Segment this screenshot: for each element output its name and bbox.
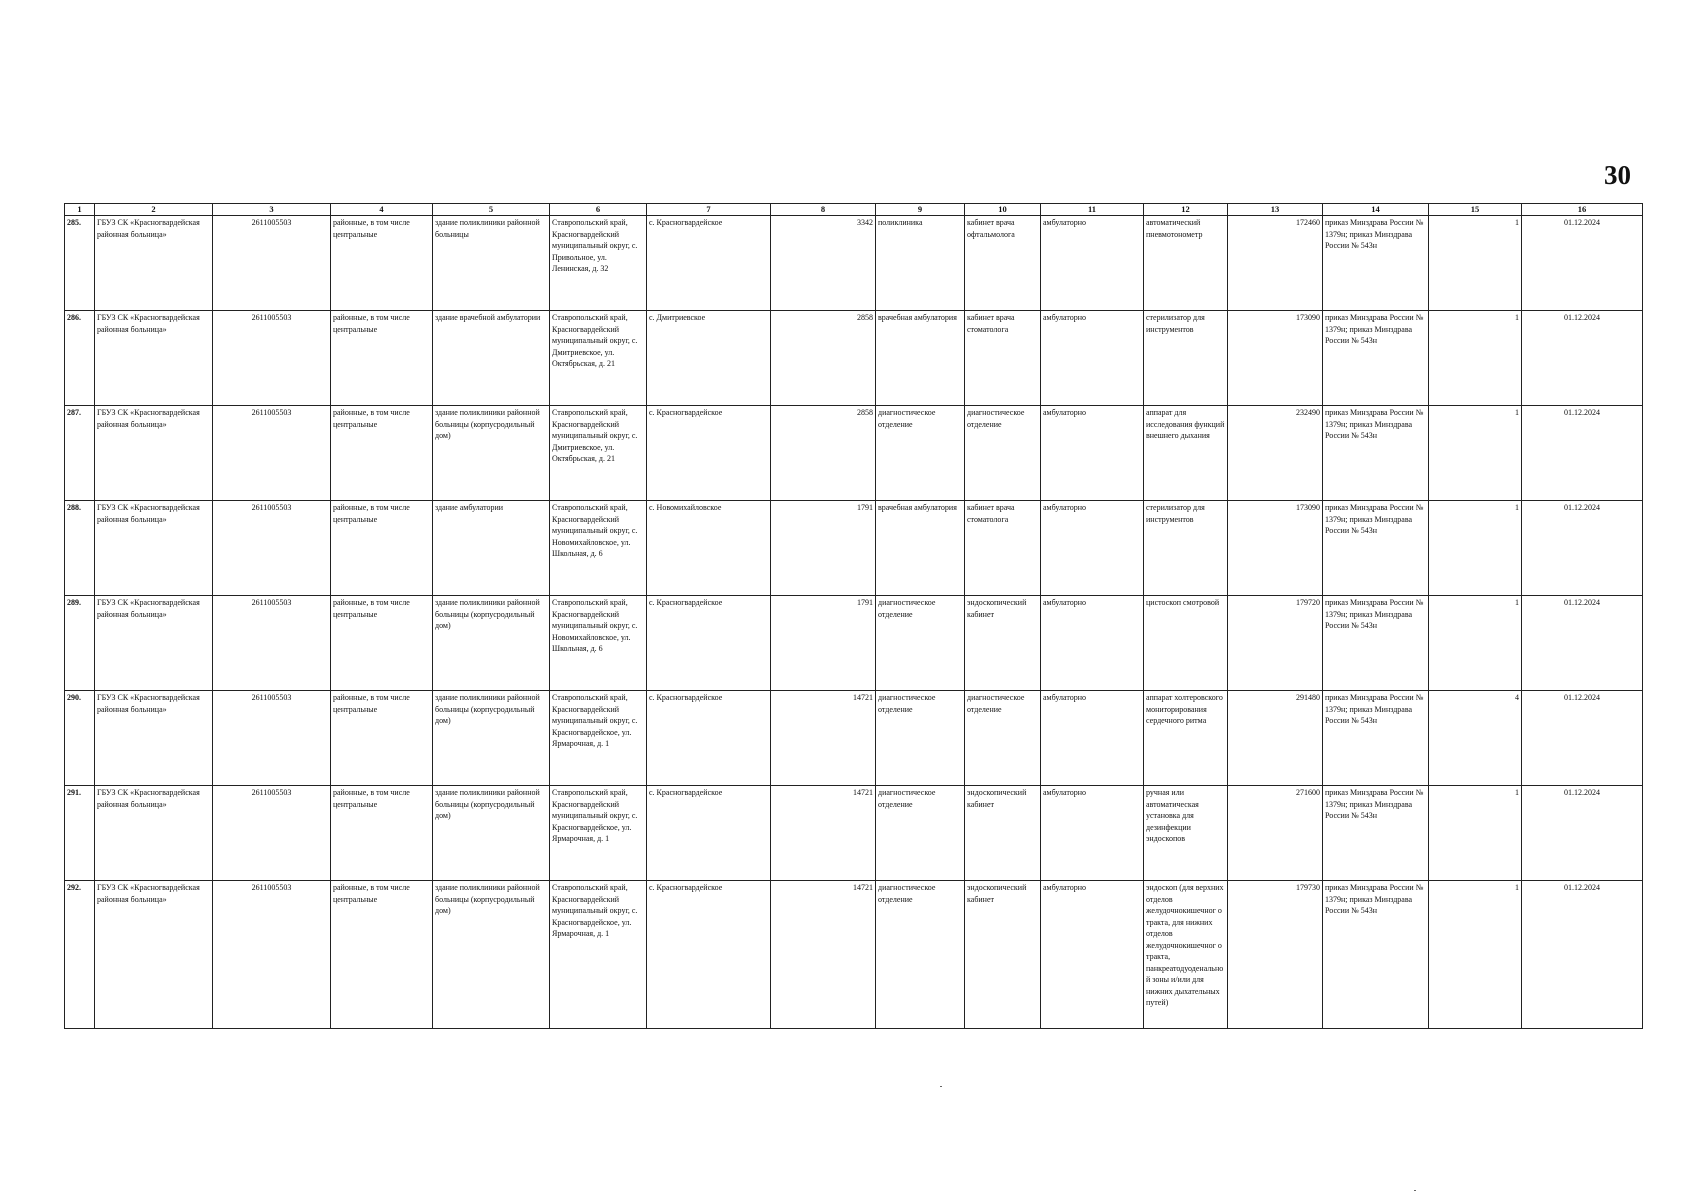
- column-header: 10: [965, 204, 1041, 216]
- equipment: цистоскоп смотровой: [1144, 596, 1228, 691]
- order: приказ Минздрава России № 1379н; приказ Минздрава России № 543н: [1323, 786, 1429, 881]
- quantity: 1: [1429, 786, 1522, 881]
- organization-name: ГБУЗ СК «Красногвардейская районная больница»: [95, 786, 213, 881]
- date: 01.12.2024: [1522, 406, 1643, 501]
- inn: 2611005503: [213, 786, 331, 881]
- table-row: [65, 406, 1643, 501]
- column-header: 13: [1228, 204, 1323, 216]
- order: приказ Минздрава России № 1379н; приказ Минздрава России № 543н: [1323, 501, 1429, 596]
- order: приказ Минздрава России № 1379н; приказ Минздрава России № 543н: [1323, 596, 1429, 691]
- address: Ставропольский край, Красногвардейский муниципальный округ, с. Дмитриевское, ул. Октябрьская, д. 21: [550, 311, 647, 406]
- column-header: 5: [433, 204, 550, 216]
- table-row: [65, 311, 1643, 406]
- unit: поликлиника: [876, 216, 965, 311]
- population: 14721: [771, 881, 876, 1029]
- care-form: амбулаторно: [1041, 311, 1144, 406]
- row-number: 290.: [65, 691, 95, 786]
- care-form: амбулаторно: [1041, 406, 1144, 501]
- equipment: аппарат для исследования функций внешнего дыхания: [1144, 406, 1228, 501]
- row-number: 286.: [65, 311, 95, 406]
- column-header: 1: [65, 204, 95, 216]
- building: здание поликлиники районной больницы (корпусродильный дом): [433, 881, 550, 1029]
- organization-name: ГБУЗ СК «Красногвардейская районная больница»: [95, 501, 213, 596]
- organization-name: ГБУЗ СК «Красногвардейская районная больница»: [95, 311, 213, 406]
- order: приказ Минздрава России № 1379н; приказ Минздрава России № 543н: [1323, 881, 1429, 1029]
- building: здание поликлиники районной больницы (корпусродильный дом): [433, 596, 550, 691]
- settlement: с. Красногвардейское: [647, 596, 771, 691]
- population: 3342: [771, 216, 876, 311]
- quantity: 1: [1429, 596, 1522, 691]
- table-row: [65, 881, 1643, 1029]
- scan-speck: [940, 1086, 942, 1087]
- organization-name: ГБУЗ СК «Красногвардейская районная больница»: [95, 881, 213, 1029]
- address: Ставропольский край, Красногвардейский муниципальный округ, с. Красногвардейское, ул. Ярмарочная, д. 1: [550, 786, 647, 881]
- settlement: с. Красногвардейское: [647, 786, 771, 881]
- date: 01.12.2024: [1522, 311, 1643, 406]
- organization-type: районные, в том числе центральные: [331, 786, 433, 881]
- care-form: амбулаторно: [1041, 786, 1144, 881]
- unit: диагностическое отделение: [876, 406, 965, 501]
- date: 01.12.2024: [1522, 216, 1643, 311]
- row-number: 287.: [65, 406, 95, 501]
- order: приказ Минздрава России № 1379н; приказ Минздрава России № 543н: [1323, 216, 1429, 311]
- column-header: 8: [771, 204, 876, 216]
- quantity: 1: [1429, 501, 1522, 596]
- column-number-row: [65, 204, 1643, 216]
- equipment: стерилизатор для инструментов: [1144, 501, 1228, 596]
- organization-name: ГБУЗ СК «Красногвардейская районная больница»: [95, 216, 213, 311]
- row-number: 288.: [65, 501, 95, 596]
- population: 14721: [771, 691, 876, 786]
- column-header: 6: [550, 204, 647, 216]
- unit: диагностическое отделение: [876, 881, 965, 1029]
- unit: диагностическое отделение: [876, 596, 965, 691]
- column-header: 4: [331, 204, 433, 216]
- equipment: автоматический пневмотонометр: [1144, 216, 1228, 311]
- column-header: 2: [95, 204, 213, 216]
- column-header: 16: [1522, 204, 1643, 216]
- quantity: 1: [1429, 311, 1522, 406]
- table-row: [65, 501, 1643, 596]
- price: 179720: [1228, 596, 1323, 691]
- inn: 2611005503: [213, 216, 331, 311]
- organization-type: районные, в том числе центральные: [331, 216, 433, 311]
- order: приказ Минздрава России № 1379н; приказ Минздрава России № 543н: [1323, 406, 1429, 501]
- organization-name: ГБУЗ СК «Красногвардейская районная больница»: [95, 596, 213, 691]
- unit: врачебная амбулатория: [876, 311, 965, 406]
- care-form: амбулаторно: [1041, 691, 1144, 786]
- price: 232490: [1228, 406, 1323, 501]
- population: 2858: [771, 311, 876, 406]
- population: 1791: [771, 501, 876, 596]
- cabinet: кабинет врача стоматолога: [965, 311, 1041, 406]
- cabinet: кабинет врача стоматолога: [965, 501, 1041, 596]
- table-body: [65, 216, 1643, 1029]
- care-form: амбулаторно: [1041, 596, 1144, 691]
- settlement: с. Новомихайловское: [647, 501, 771, 596]
- inn: 2611005503: [213, 406, 331, 501]
- organization-type: районные, в том числе центральные: [331, 406, 433, 501]
- equipment: стерилизатор для инструментов: [1144, 311, 1228, 406]
- address: Ставропольский край, Красногвардейский муниципальный округ, с. Красногвардейское, ул. Ярмарочная, д. 1: [550, 881, 647, 1029]
- address: Ставропольский край, Красногвардейский муниципальный округ, с. Новомихайловское, ул. Школьная, д. 6: [550, 501, 647, 596]
- table-row: [65, 691, 1643, 786]
- inn: 2611005503: [213, 881, 331, 1029]
- population: 14721: [771, 786, 876, 881]
- equipment: ручная или автоматическая установка для дезинфекции эндоскопов: [1144, 786, 1228, 881]
- row-number: 289.: [65, 596, 95, 691]
- equipment: эндоскоп (для верхних отделов желудочнокишечног о тракта, для нижних отделов желудочнокишечног о тракта, панкреатодуоденальной зоны и/или для нижних дыхательных путей): [1144, 881, 1228, 1029]
- organization-type: районные, в том числе центральные: [331, 691, 433, 786]
- cabinet: эндоскопический кабинет: [965, 596, 1041, 691]
- quantity: 1: [1429, 881, 1522, 1029]
- inn: 2611005503: [213, 501, 331, 596]
- row-number: 285.: [65, 216, 95, 311]
- address: Ставропольский край, Красногвардейский муниципальный округ, с. Красногвардейское, ул. Ярмарочная, д. 1: [550, 691, 647, 786]
- cabinet: диагностическое отделение: [965, 406, 1041, 501]
- care-form: амбулаторно: [1041, 881, 1144, 1029]
- organization-name: ГБУЗ СК «Красногвардейская районная больница»: [95, 691, 213, 786]
- organization-name: ГБУЗ СК «Красногвардейская районная больница»: [95, 406, 213, 501]
- care-form: амбулаторно: [1041, 501, 1144, 596]
- cabinet: эндоскопический кабинет: [965, 881, 1041, 1029]
- row-number: 291.: [65, 786, 95, 881]
- settlement: с. Красногвардейское: [647, 691, 771, 786]
- settlement: с. Красногвардейское: [647, 406, 771, 501]
- price: 291480: [1228, 691, 1323, 786]
- page-number: 30: [1604, 160, 1631, 190]
- cabinet: кабинет врача офтальмолога: [965, 216, 1041, 311]
- column-header: 15: [1429, 204, 1522, 216]
- address: Ставропольский край, Красногвардейский муниципальный округ, с. Новомихайловское, ул. Школьная, д. 6: [550, 596, 647, 691]
- price: 179730: [1228, 881, 1323, 1029]
- cabinet: диагностическое отделение: [965, 691, 1041, 786]
- price: 173090: [1228, 311, 1323, 406]
- unit: врачебная амбулатория: [876, 501, 965, 596]
- date: 01.12.2024: [1522, 691, 1643, 786]
- column-header: 12: [1144, 204, 1228, 216]
- organization-type: районные, в том числе центральные: [331, 596, 433, 691]
- address: Ставропольский край, Красногвардейский муниципальный округ, с. Привольное, ул. Ленинская, д. 32: [550, 216, 647, 311]
- building: здание врачебной амбулатории: [433, 311, 550, 406]
- scan-speck: [1414, 1190, 1416, 1191]
- organization-type: районные, в том числе центральные: [331, 501, 433, 596]
- column-header: 11: [1041, 204, 1144, 216]
- address: Ставропольский край, Красногвардейский муниципальный округ, с. Дмитриевское, ул. Октябрьская, д. 21: [550, 406, 647, 501]
- settlement: с. Дмитриевское: [647, 311, 771, 406]
- order: приказ Минздрава России № 1379н; приказ Минздрава России № 543н: [1323, 311, 1429, 406]
- building: здание поликлиники районной больницы (корпусродильный дом): [433, 691, 550, 786]
- building: здание поликлиники районной больницы (корпусродильный дом): [433, 786, 550, 881]
- column-header: 9: [876, 204, 965, 216]
- table-row: [65, 216, 1643, 311]
- unit: диагностическое отделение: [876, 786, 965, 881]
- price: 173090: [1228, 501, 1323, 596]
- building: здание амбулатории: [433, 501, 550, 596]
- date: 01.12.2024: [1522, 786, 1643, 881]
- cabinet: эндоскопический кабинет: [965, 786, 1041, 881]
- price: 172460: [1228, 216, 1323, 311]
- row-number: 292.: [65, 881, 95, 1029]
- inn: 2611005503: [213, 596, 331, 691]
- order: приказ Минздрава России № 1379н; приказ Минздрава России № 543н: [1323, 691, 1429, 786]
- inn: 2611005503: [213, 311, 331, 406]
- column-header: 14: [1323, 204, 1429, 216]
- settlement: с. Красногвардейское: [647, 881, 771, 1029]
- table-row: [65, 596, 1643, 691]
- equipment-registry-table: [64, 203, 1643, 1029]
- table-row: [65, 786, 1643, 881]
- building: здание поликлиники районной больницы: [433, 216, 550, 311]
- date: 01.12.2024: [1522, 881, 1643, 1029]
- population: 1791: [771, 596, 876, 691]
- quantity: 1: [1429, 406, 1522, 501]
- quantity: 4: [1429, 691, 1522, 786]
- population: 2858: [771, 406, 876, 501]
- column-header: 3: [213, 204, 331, 216]
- building: здание поликлиники районной больницы (корпусродильный дом): [433, 406, 550, 501]
- inn: 2611005503: [213, 691, 331, 786]
- quantity: 1: [1429, 216, 1522, 311]
- organization-type: районные, в том числе центральные: [331, 881, 433, 1029]
- column-header: 7: [647, 204, 771, 216]
- organization-type: районные, в том числе центральные: [331, 311, 433, 406]
- price: 271600: [1228, 786, 1323, 881]
- settlement: с. Красногвардейское: [647, 216, 771, 311]
- unit: диагностическое отделение: [876, 691, 965, 786]
- date: 01.12.2024: [1522, 501, 1643, 596]
- equipment: аппарат холтеровского мониторирования сердечного ритма: [1144, 691, 1228, 786]
- date: 01.12.2024: [1522, 596, 1643, 691]
- care-form: амбулаторно: [1041, 216, 1144, 311]
